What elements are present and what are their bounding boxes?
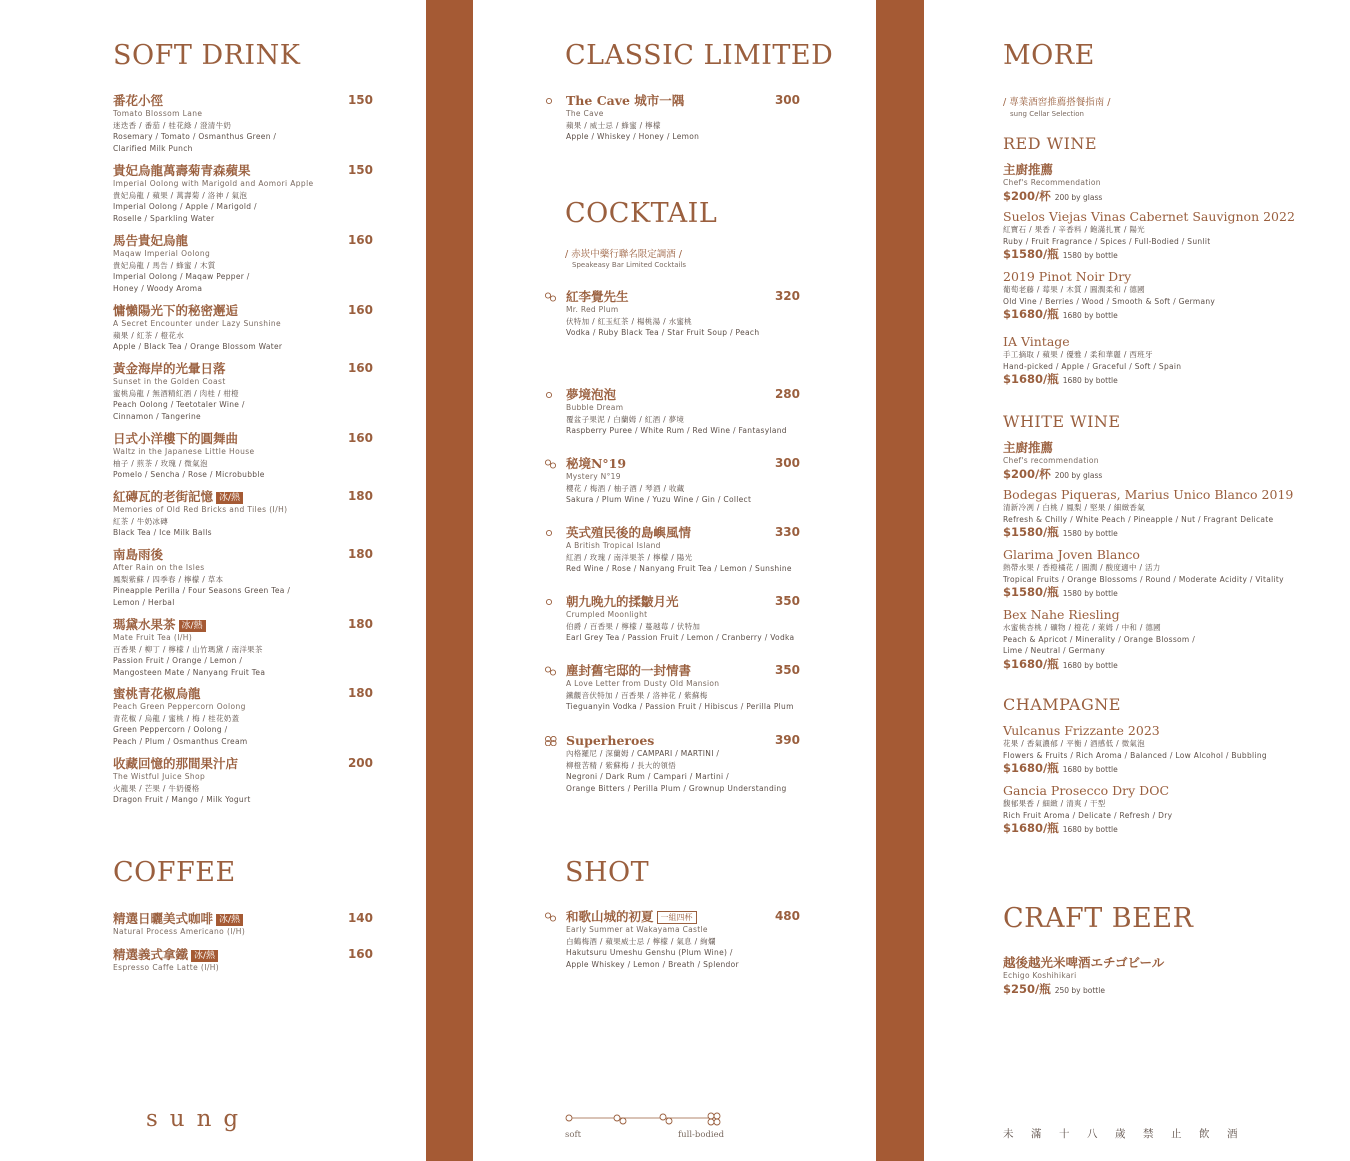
wine-notes: Tropical Fruits / Orange Blossoms / Round / Moderate Acidity / Vitality [1003, 574, 1284, 584]
wine-notes: Flowers & Fruits / Rich Aroma / Balanced / Low Alcohol / Bubbling [1003, 750, 1267, 760]
item-price: 180 [347, 489, 373, 503]
wine-english-name: Echigo Koshihikari [1003, 971, 1077, 980]
body-scale-icon [565, 1112, 725, 1128]
wine-name: IA Vintage [1003, 334, 1070, 349]
wine-price [1003, 982, 1164, 998]
sung-logo: sung [146, 1106, 251, 1132]
item-english-name: Crumpled Moonlight [566, 610, 648, 619]
menu-item [113, 911, 373, 938]
wine-price-note: 1580 by bottle [1062, 529, 1118, 538]
menu-item [566, 733, 800, 794]
body-scale [565, 1112, 725, 1142]
left-divider-band [426, 0, 473, 1161]
item-english-name: Waltz in the Japanese Little House [113, 447, 255, 456]
item-name [113, 756, 373, 771]
wine-notes: Peach & Apricot / Minerality / Orange Blossom / [1003, 634, 1196, 644]
menu-item [113, 947, 373, 974]
item-name [113, 489, 373, 504]
item-name [113, 947, 373, 962]
menu-item [566, 456, 800, 506]
wine-item [1003, 440, 1102, 483]
item-name-text: Superheroes [566, 733, 655, 748]
item-ingredients: 伯爵 / 百香果 / 檸檬 / 蔓越莓 / 伏特加 [566, 621, 701, 631]
item-ingredients: 蜜桃烏龍 / 無酒精紅酒 / 肉桂 / 柑橙 [113, 388, 239, 398]
item-ingredients: 火龍果 / 芒果 / 牛奶優格 [113, 783, 200, 793]
item-ingredients: Pineapple Perilla / Four Seasons Green Tea / [113, 586, 291, 595]
item-ingredients: 櫻花 / 梅酒 / 柚子酒 / 琴酒 / 收藏 [566, 483, 685, 493]
wine-notes: Rich Fruit Aroma / Delicate / Refresh / Dry [1003, 810, 1173, 820]
wine-name: 主廚推薦 [1003, 440, 1054, 455]
item-name [566, 525, 800, 540]
menu-item [113, 93, 373, 154]
item-english-name: Bubble Dream [566, 403, 624, 412]
item-name [113, 361, 373, 376]
temp-badge: 冰/熱 [179, 620, 206, 632]
item-price: 160 [347, 361, 373, 375]
wine-price-note: 250 by bottle [1054, 985, 1105, 995]
wine-name: 2019 Pinot Noir Dry [1003, 269, 1132, 284]
item-name [113, 233, 373, 248]
wine-notes: 花果 / 香氣濃郁 / 平衡 / 酒感低 / 微氣泡 [1003, 739, 1145, 748]
item-english-name: A Secret Encounter under Lazy Sunshine [113, 319, 282, 328]
item-name-text: The Cave 城市一隅 [566, 93, 685, 108]
item-name [113, 303, 373, 318]
champagne-title: CHAMPAGNE [1003, 695, 1121, 714]
item-ingredients: Honey / Woody Aroma [113, 283, 203, 293]
wine-price-value: $1680/瓶 [1003, 656, 1059, 671]
wine-price [1003, 467, 1102, 483]
quad-circle-icon [544, 736, 562, 746]
single-circle-icon [544, 390, 562, 400]
item-ingredients: 白鶴梅酒 / 蘋果威士忌 / 檸檬 / 氣息 / 絢爛 [566, 936, 716, 946]
menu-item [113, 489, 373, 539]
item-ingredients: Cinnamon / Tangerine [113, 411, 201, 421]
item-ingredients: 柳橙苦精 / 紫蘇梅 / 長大的領悟 [566, 760, 676, 770]
wine-english-name: Chef's Recommendation [1003, 178, 1101, 187]
item-ingredients: Roselle / Sparkling Water [113, 213, 215, 223]
menu-item [113, 617, 373, 678]
item-price: 390 [774, 733, 800, 747]
item-name [566, 909, 800, 924]
wine-item [1003, 955, 1164, 998]
menu-item [113, 686, 373, 747]
wine-notes: 馥郁果香 / 細緻 / 清爽 / 干型 [1003, 799, 1106, 808]
wine-notes: 熱帶水果 / 香橙橘花 / 圓潤 / 酸度適中 / 活力 [1003, 563, 1161, 572]
item-english-name: Tomato Blossom Lane [113, 109, 203, 118]
item-price: 160 [347, 233, 373, 247]
item-ingredients: 伏特加 / 紅玉紅茶 / 楊桃湯 / 水蜜桃 [566, 316, 692, 326]
wine-name: Glarima Joven Blanco [1003, 547, 1140, 562]
wine-notes: Hand-picked / Apple / Graceful / Soft / Spain [1003, 361, 1182, 371]
menu-item [566, 594, 800, 644]
item-name [113, 547, 373, 562]
wine-name: Vulcanus Frizzante 2023 [1003, 723, 1160, 738]
craft-beer-title: CRAFT BEER [1003, 903, 1194, 934]
item-price: 150 [347, 93, 373, 107]
item-ingredients: Peach Oolong / Teetotaler Wine / [113, 400, 245, 409]
item-ingredients: 迷迭香 / 番茄 / 桂花綠 / 澄清牛奶 [113, 120, 232, 130]
item-ingredients: Orange Bitters / Perilla Plum / Grownup Understanding [566, 783, 787, 793]
item-english-name: After Rain on the Isles [113, 563, 205, 572]
item-english-name: The Wistful Juice Shop [113, 772, 206, 781]
wine-price [1003, 525, 1293, 541]
item-ingredients: 鳳梨紫蘇 / 四季春 / 檸檬 / 草本 [113, 574, 224, 584]
menu-item [113, 756, 373, 806]
wine-item [1003, 209, 1295, 263]
scale-full-bodied-label: full-bodied [678, 1130, 725, 1140]
wine-notes: 手工摘取 / 蘋果 / 優雅 / 柔和華麗 / 西班牙 [1003, 350, 1153, 359]
item-price: 480 [774, 909, 800, 923]
wine-name: 越後越光米啤酒エチゴビール [1003, 955, 1165, 970]
item-name-text: 蜜桃青花椒烏龍 [113, 686, 201, 701]
item-price: 350 [774, 663, 800, 677]
item-ingredients: Pomelo / Sencha / Rose / Microbubble [113, 470, 265, 479]
wine-name: Bodegas Piqueras, Marius Unico Blanco 2019 [1003, 487, 1294, 502]
item-english-name: Mr. Red Plum [566, 305, 619, 314]
wine-notes: Refresh & Chilly / White Peach / Pineapple / Nut / Fragrant Delicate [1003, 514, 1274, 524]
item-english-name: Maqaw Imperial Oolong [113, 249, 211, 258]
item-ingredients: Peach / Plum / Osmanthus Cream [113, 736, 248, 746]
item-name-text: 朝九晚九的揉皺月光 [566, 594, 679, 609]
item-ingredients: Imperial Oolong / Maqaw Pepper / [113, 272, 250, 281]
cocktail-column [473, 0, 876, 1161]
item-ingredients: 蘋果 / 威士忌 / 蜂蜜 / 檸檬 [566, 120, 661, 130]
item-name-text: 英式殖民後的島嶼風情 [566, 525, 692, 540]
item-ingredients: 貴妃烏龍 / 馬告 / 蜂蜜 / 木質 [113, 260, 216, 270]
wine-item [1003, 607, 1195, 673]
menu-item [113, 431, 373, 481]
item-price: 300 [774, 93, 800, 107]
item-ingredients: 柚子 / 煎茶 / 玫瑰 / 微氣泡 [113, 458, 208, 468]
item-english-name: Natural Process Americano (I/H) [113, 927, 246, 936]
menu-item [113, 163, 373, 224]
item-ingredients: Earl Grey Tea / Passion Fruit / Lemon / Cranberry / Vodka [566, 633, 795, 642]
item-name-text: 和歌山城的初夏 [566, 909, 654, 924]
wine-price [1003, 307, 1215, 323]
item-ingredients: Black Tea / Ice Milk Balls [113, 528, 212, 537]
item-ingredients: Green Peppercorn / Oolong / [113, 725, 228, 734]
item-price: 160 [347, 303, 373, 317]
coffee-title: COFFEE [113, 857, 236, 888]
item-ingredients: 百香果 / 柳丁 / 檸檬 / 山竹瑪黛 / 南洋果茶 [113, 644, 263, 654]
item-name-text: 馬告貴妃烏龍 [113, 233, 189, 248]
more-tag: / 專業酒窖推薦搭餐指南 / [1003, 97, 1111, 108]
item-ingredients: Sakura / Plum Wine / Yuzu Wine / Gin / Collect [566, 495, 752, 504]
double-circle-icon [544, 459, 562, 469]
wine-notes: Lime / Neutral / Germany [1003, 646, 1106, 655]
wine-price [1003, 657, 1195, 673]
wine-name: Bex Nahe Riesling [1003, 607, 1120, 622]
item-price: 150 [347, 163, 373, 177]
item-name [566, 289, 800, 304]
item-name-text: 番花小徑 [113, 93, 164, 108]
wine-price-note: 1580 by bottle [1062, 251, 1118, 260]
item-ingredients: 貴妃烏龍 / 蘋果 / 萬壽菊 / 洛神 / 氣泡 [113, 190, 248, 200]
item-ingredients: 覆盆子果泥 / 白蘭姆 / 紅酒 / 夢境 [566, 414, 685, 424]
item-english-name: Mate Fruit Tea (I/H) [113, 633, 193, 642]
soft-drink-column [0, 0, 426, 1161]
item-name-text: 慵懶陽光下的秘密邂逅 [113, 303, 239, 318]
wine-price-value: $1580/瓶 [1003, 247, 1059, 261]
wine-price [1003, 189, 1102, 205]
item-name [566, 733, 800, 748]
wine-notes: 清新冷冽 / 白桃 / 鳳梨 / 堅果 / 細緻香氣 [1003, 503, 1145, 512]
classic-limited-title: CLASSIC LIMITED [565, 40, 834, 71]
item-name-text: 南島雨後 [113, 547, 164, 562]
menu-item [566, 289, 800, 339]
item-name [566, 387, 800, 402]
item-ingredients: Rosemary / Tomato / Osmanthus Green / [113, 132, 277, 141]
wine-notes: Ruby / Fruit Fragrance / Spices / Full-Bodied / Sunlit [1003, 236, 1211, 246]
item-name [113, 617, 373, 632]
item-ingredients: Red Wine / Rose / Nanyang Fruit Tea / Lemon / Sunshine [566, 564, 792, 573]
item-name-text: 日式小洋樓下的圓舞曲 [113, 431, 239, 446]
wine-price [1003, 247, 1295, 263]
item-name [566, 456, 800, 471]
item-name-text: 黃金海岸的光暈日落 [113, 361, 226, 376]
item-name-text: 精選日曬美式咖啡 [113, 911, 214, 926]
temp-badge: 冰/熱 [191, 950, 218, 962]
wine-price [1003, 761, 1267, 777]
item-english-name: A Love Letter from Dusty Old Mansion [566, 679, 720, 688]
item-name [113, 686, 373, 701]
item-ingredients: Lemon / Herbal [113, 597, 175, 607]
item-ingredients: Apple / Black Tea / Orange Blossom Water [113, 342, 283, 351]
wine-notes: Old Vine / Berries / Wood / Smooth & Soft / Germany [1003, 296, 1216, 306]
item-ingredients: Hakutsuru Umeshu Genshu (Plum Wine) / [566, 948, 733, 957]
wine-price-note: 1680 by bottle [1062, 376, 1118, 385]
item-name-text: 貴妃烏龍萬壽菊青森蘋果 [113, 163, 251, 178]
item-name-text: 夢境泡泡 [566, 387, 617, 402]
item-ingredients: 蘋果 / 紅茶 / 橙花水 [113, 330, 184, 340]
red-wine-title: RED WINE [1003, 134, 1098, 153]
menu-item [566, 525, 800, 575]
item-price: 300 [774, 456, 800, 470]
white-wine-title: WHITE WINE [1003, 412, 1121, 431]
item-name-text: 紅李覺先生 [566, 289, 629, 304]
wine-item [1003, 547, 1284, 601]
item-name [113, 163, 373, 178]
item-name [566, 663, 800, 678]
wine-price-note: 200 by glass [1054, 192, 1103, 202]
wine-price-note: 200 by glass [1054, 470, 1103, 480]
item-ingredients: 內格羅尼 / 深蘭姆 / CAMPARI / MARTINI / [566, 749, 720, 758]
temp-badge: 一組四杯 [657, 911, 697, 924]
item-english-name: Memories of Old Red Bricks and Tiles (I/H) [113, 505, 288, 514]
item-name-text: 紅磚瓦的老街記憶 [113, 489, 214, 504]
wine-notes: 水蜜桃杏桃 / 礦物 / 橙花 / 萊姆 / 中和 / 德國 [1003, 623, 1161, 632]
item-english-name: Sunset in the Golden Coast [113, 377, 226, 386]
wine-price-value: $250/瓶 [1003, 981, 1051, 996]
wine-name: 主廚推薦 [1003, 162, 1054, 177]
item-english-name: Peach Green Peppercorn Oolong [113, 702, 246, 711]
wine-price-note: 1580 by bottle [1062, 589, 1118, 598]
item-english-name: Early Summer at Wakayama Castle [566, 925, 708, 934]
wine-notes: 葡萄老藤 / 莓果 / 木質 / 圓潤柔和 / 德國 [1003, 285, 1145, 294]
wine-price-note: 1680 by bottle [1062, 825, 1118, 834]
wine-price-note: 1680 by bottle [1062, 311, 1118, 320]
wine-price-value: $1680/瓶 [1003, 372, 1059, 386]
item-name [113, 93, 373, 108]
item-name [566, 93, 800, 108]
cocktail-title: COCKTAIL [565, 198, 718, 229]
item-price: 160 [347, 431, 373, 445]
wine-english-name: Chef's recommendation [1003, 456, 1099, 465]
item-price: 350 [774, 594, 800, 608]
menu-item [566, 663, 800, 713]
item-ingredients: Apple Whiskey / Lemon / Breath / Splendor [566, 959, 739, 969]
age-notice: 未滿十八歲禁止飲酒 [1003, 1128, 1255, 1140]
item-price: 160 [347, 947, 373, 961]
double-circle-icon [544, 912, 562, 922]
wine-item [1003, 269, 1215, 323]
cocktail-tag-sub: Speakeasy Bar Limited Cocktails [572, 261, 687, 269]
item-ingredients: Vodka / Ruby Black Tea / Star Fruit Soup / Peach [566, 328, 760, 337]
item-name-text: 秘境N°19 [566, 456, 627, 471]
item-english-name: Espresso Caffe Latte (I/H) [113, 963, 220, 972]
item-ingredients: 青花椒 / 烏龍 / 蜜桃 / 梅 / 桂花奶蓋 [113, 713, 240, 723]
menu-item [113, 233, 373, 294]
wine-price [1003, 821, 1172, 837]
wine-item [1003, 487, 1293, 541]
item-ingredients: Negroni / Dark Rum / Campari / Martini / [566, 772, 729, 781]
wine-price-value: $200/杯 [1003, 466, 1051, 481]
wine-price-value: $1680/瓶 [1003, 821, 1059, 835]
right-divider-band [876, 0, 924, 1161]
soft-drink-title: SOFT DRINK [113, 40, 301, 71]
wine-price-note: 1680 by bottle [1062, 765, 1118, 774]
item-ingredients: Imperial Oolong / Apple / Marigold / [113, 202, 257, 211]
wine-item [1003, 783, 1172, 837]
scale-soft-label: soft [565, 1130, 582, 1140]
wine-name: Suelos Viejas Vinas Cabernet Sauvignon 2022 [1003, 209, 1295, 224]
menu-item [566, 387, 800, 437]
wine-name: Gancia Prosecco Dry DOC [1003, 783, 1170, 798]
item-ingredients: Tieguanyin Vodka / Passion Fruit / Hibiscus / Perilla Plum [566, 702, 794, 711]
item-ingredients: 紅茶 / 牛奶冰磚 [113, 516, 168, 526]
item-english-name: Mystery N°19 [566, 472, 621, 481]
item-price: 140 [347, 911, 373, 925]
item-price: 200 [347, 756, 373, 770]
shot-title: SHOT [565, 857, 650, 888]
item-price: 280 [774, 387, 800, 401]
menu-item [566, 93, 800, 143]
item-name-text: 收藏回憶的那間果汁店 [113, 756, 239, 771]
double-circle-icon [544, 292, 562, 302]
item-english-name: A British Tropical Island [566, 541, 661, 550]
wine-price [1003, 372, 1181, 388]
more-title: MORE [1003, 40, 1095, 71]
item-price: 320 [774, 289, 800, 303]
menu-item [566, 909, 800, 970]
double-circle-icon [544, 666, 562, 676]
item-ingredients: Dragon Fruit / Mango / Milk Yogurt [113, 795, 251, 804]
item-ingredients: Clarified Milk Punch [113, 143, 193, 153]
item-name-text: 塵封舊宅邸的一封情書 [566, 663, 692, 678]
item-name-text: 精選義式拿鐵 [113, 947, 189, 962]
item-ingredients: Apple / Whiskey / Honey / Lemon [566, 132, 700, 141]
wine-item [1003, 334, 1181, 388]
wine-price [1003, 585, 1284, 601]
wine-price-value: $1680/瓶 [1003, 307, 1059, 321]
temp-badge: 冰/熱 [216, 492, 243, 504]
item-ingredients: Raspberry Puree / White Rum / Red Wine / Fantasyland [566, 426, 787, 435]
wine-price-value: $1680/瓶 [1003, 761, 1059, 775]
item-ingredients: Passion Fruit / Orange / Lemon / [113, 656, 243, 665]
item-price: 330 [774, 525, 800, 539]
item-name [566, 594, 800, 609]
single-circle-icon [544, 96, 562, 106]
item-name [113, 431, 373, 446]
item-name [113, 911, 373, 926]
single-circle-icon [544, 528, 562, 538]
temp-badge: 冰/熱 [216, 914, 243, 926]
wine-item [1003, 723, 1267, 777]
item-name-text: 瑪黛水果茶 [113, 617, 176, 632]
item-ingredients: 鐵觀音伏特加 / 百香果 / 洛神花 / 紫蘇梅 [566, 690, 708, 700]
more-tag-sub: sung Cellar Selection [1010, 110, 1084, 118]
wine-notes: 紅寶石 / 果香 / 辛香料 / 飽滿扎實 / 陽光 [1003, 225, 1145, 234]
item-price: 180 [347, 617, 373, 631]
item-price: 180 [347, 686, 373, 700]
wine-price-value: $200/杯 [1003, 188, 1051, 203]
menu-item [113, 361, 373, 422]
wine-price-note: 1680 by bottle [1062, 660, 1118, 670]
wine-price-value: $1580/瓶 [1003, 525, 1059, 539]
item-ingredients: 紅酒 / 玫瑰 / 南洋果茶 / 檸檬 / 陽光 [566, 552, 693, 562]
menu-item [113, 547, 373, 608]
wine-price-value: $1580/瓶 [1003, 585, 1059, 599]
wine-item [1003, 162, 1102, 205]
cocktail-tag: / 赤崁中藥行聯名限定調酒 / [565, 249, 682, 260]
single-circle-icon [544, 597, 562, 607]
item-ingredients: Mangosteen Mate / Nanyang Fruit Tea [113, 667, 266, 677]
item-price: 180 [347, 547, 373, 561]
menu-item [113, 303, 373, 353]
item-english-name: Imperial Oolong with Marigold and Aomori Apple [113, 179, 314, 188]
item-english-name: The Cave [566, 109, 604, 118]
